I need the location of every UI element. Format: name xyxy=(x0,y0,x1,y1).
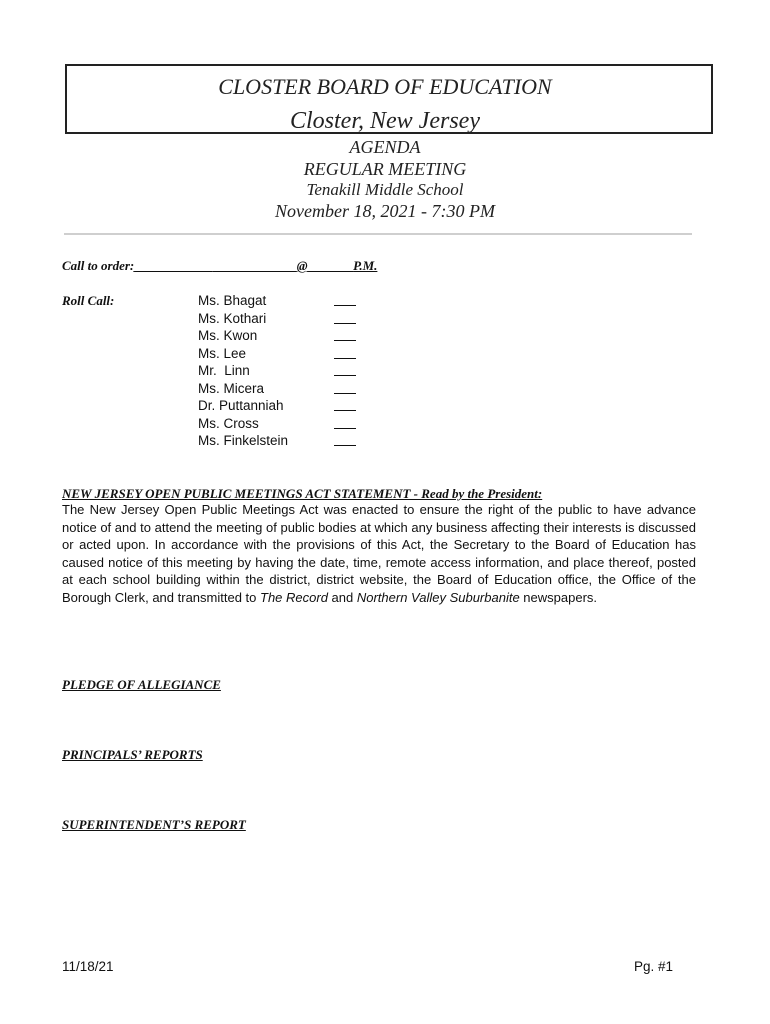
roll-call-item xyxy=(198,292,378,310)
superintendent-report-heading: SUPERINTENDENT’S REPORT xyxy=(62,817,246,832)
roll-call-item xyxy=(198,345,378,363)
attendance-blank xyxy=(334,393,356,394)
attendance-blank xyxy=(334,305,356,306)
attendance-blank xyxy=(334,340,356,341)
meeting-type: REGULAR MEETING xyxy=(303,159,467,179)
roll-call-item xyxy=(198,327,378,345)
member-name: Ms. Cross xyxy=(198,415,259,431)
newspaper-record: The Record xyxy=(260,589,328,605)
member-name: Ms. Kwon xyxy=(198,328,258,343)
board-title: CLOSTER BOARD OF EDUCATION xyxy=(218,74,552,99)
pledge-heading: PLEDGE OF ALLEGIANCE xyxy=(62,677,221,692)
call-to-order-blank: ____________ xyxy=(134,258,213,273)
member-name: Ms. Kothari xyxy=(198,310,267,326)
roll-call-item xyxy=(198,380,378,398)
member-name: Ms. Lee xyxy=(198,345,247,361)
member-name: Dr. Puttanniah xyxy=(198,398,284,413)
agenda-label: AGENDA xyxy=(349,137,421,157)
roll-call-item xyxy=(198,310,378,328)
meeting-venue: Tenakill Middle School xyxy=(306,180,464,199)
attendance-blank xyxy=(334,375,356,376)
roll-call-item xyxy=(198,362,378,380)
member-name: Ms. Micera xyxy=(198,380,265,396)
header-divider xyxy=(64,233,692,235)
member-name: Ms. Finkelstein xyxy=(198,433,289,448)
principals-reports-heading: PRINCIPALS’ REPORTS xyxy=(62,747,203,762)
meeting-datetime: November 18, 2021 - 7:30 PM xyxy=(275,201,495,221)
footer-date: 11/18/21 xyxy=(62,959,114,974)
opma-text: The New Jersey Open Public Meetings Act was enacted to ensure the right of the public to have advance notice of and to attend the meeting of public bodies at which any business affecting their interests is discussed or acted upon. In accordance with the provisions of this Act, the Secretary to the Board of Education has caused notice of this meeting by having the date, time, remote access information, and place thereof, posted at each school building within the district, district website, the Board of Education office, the Office of the Borough Clerk, and transmitted to xyxy=(62,502,696,605)
call-to-order-at: @ xyxy=(296,258,308,273)
roll-call-list xyxy=(198,292,378,450)
attendance-blank xyxy=(334,445,356,446)
roll-call-item xyxy=(198,415,378,433)
newspaper-suburbanite: Northern Valley Suburbanite xyxy=(356,589,520,605)
attendance-blank xyxy=(334,323,356,324)
attendance-blank xyxy=(334,358,356,359)
roll-call-label: Roll Call: xyxy=(62,293,115,308)
opma-end: newspapers. xyxy=(519,589,598,605)
page-number: Pg. #1 xyxy=(634,959,674,974)
opma-statement xyxy=(62,501,696,607)
opma-and: and xyxy=(327,589,357,605)
attendance-blank xyxy=(334,410,356,411)
member-name: Mr. Linn xyxy=(198,363,250,378)
opma-heading: NEW JERSEY OPEN PUBLIC MEETINGS ACT STATEMENT - Read by the President: xyxy=(62,486,543,501)
board-location: Closter, New Jersey xyxy=(290,108,480,134)
attendance-blank xyxy=(334,428,356,429)
call-to-order-pm: P.M. xyxy=(353,258,378,273)
roll-call-item xyxy=(198,432,378,450)
roll-call-item xyxy=(198,397,378,415)
call-to-order-label: Call to order: xyxy=(62,258,135,273)
member-name: Ms. Bhagat xyxy=(198,293,267,308)
call-to-order xyxy=(62,257,377,275)
